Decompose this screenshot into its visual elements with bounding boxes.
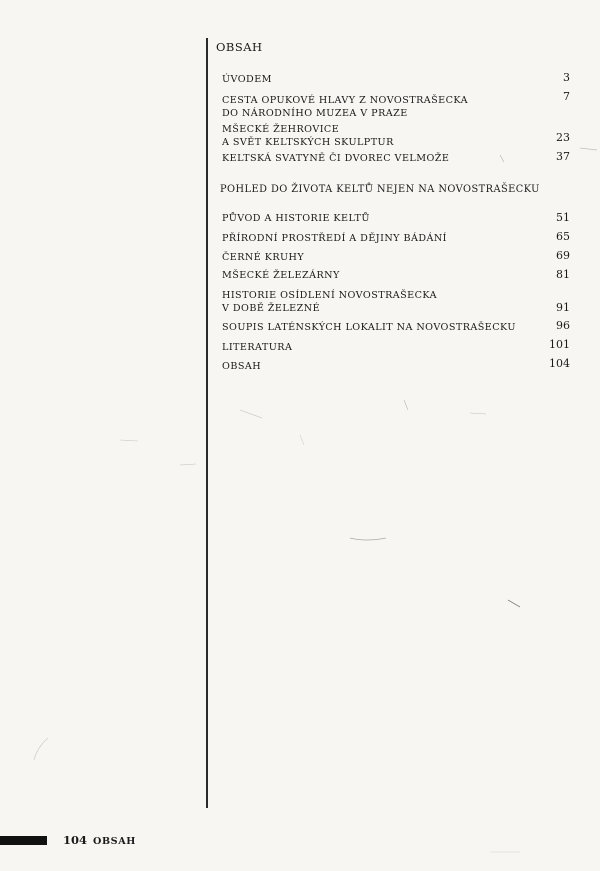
toc-entry-page: 96 <box>556 319 570 332</box>
toc-entry-title-line2: DO NÁRODNÍHO MUZEA V PRAZE <box>222 107 408 119</box>
toc-entry-title: PŮVOD A HISTORIE KELTŮ <box>222 213 370 224</box>
toc-entry-title: CESTA OPUKOVÉ HLAVY Z NOVOSTRAŠECKA <box>222 95 469 106</box>
toc-entry-page: 69 <box>556 249 570 262</box>
page-number: 104 <box>63 833 88 847</box>
toc-entry-title: LITERATURA <box>222 342 293 353</box>
toc-entry-title: MŠECKÉ ŽEHROVICE <box>222 124 340 135</box>
toc-entry-title-line2: A SVĚT KELTSKÝCH SKULPTUR <box>222 136 394 148</box>
toc-entry-title: ÚVODEM <box>222 74 272 85</box>
toc-section-title: POHLED DO ŽIVOTA KELTŮ NEJEN NA NOVOSTRAŠECKU <box>220 184 540 195</box>
toc-entry-title: PŘÍRODNÍ PROSTŘEDÍ A DĚJINY BÁDÁNÍ <box>222 233 447 244</box>
toc-entry-page: 65 <box>556 230 570 243</box>
toc-entry-page: 104 <box>549 357 570 370</box>
toc-entry-page: 101 <box>549 338 570 351</box>
toc-entry-page: 51 <box>556 211 570 224</box>
toc-entry-title: MŠECKÉ ŽELEZÁRNY <box>222 270 340 281</box>
footer-label: OBSAH <box>93 836 136 847</box>
toc-entry-page: 3 <box>563 71 570 84</box>
toc-entry-title: HISTORIE OSÍDLENÍ NOVOSTRAŠECKA <box>222 290 437 301</box>
toc-entry-page: 23 <box>556 131 570 144</box>
toc-entry-title: ČERNÉ KRUHY <box>222 252 305 263</box>
page-footer <box>63 833 136 847</box>
toc-entry-title: OBSAH <box>222 361 262 372</box>
toc-entry-page: 7 <box>563 90 570 103</box>
toc-entry-page: 81 <box>556 268 570 281</box>
footer-bar <box>0 836 47 845</box>
toc-entry-page: 37 <box>556 150 570 163</box>
toc-entry-title-line2: V DOBĚ ŽELEZNÉ <box>222 302 321 314</box>
toc-entry-title: KELTSKÁ SVATYNĚ ČI DVOREC VELMOŽE <box>222 153 450 164</box>
page-heading: OBSAH <box>216 40 263 54</box>
toc-entry-title: SOUPIS LATÉNSKÝCH LOKALIT NA NOVOSTRAŠECKU <box>222 322 516 333</box>
toc-entry-page: 91 <box>556 301 570 314</box>
